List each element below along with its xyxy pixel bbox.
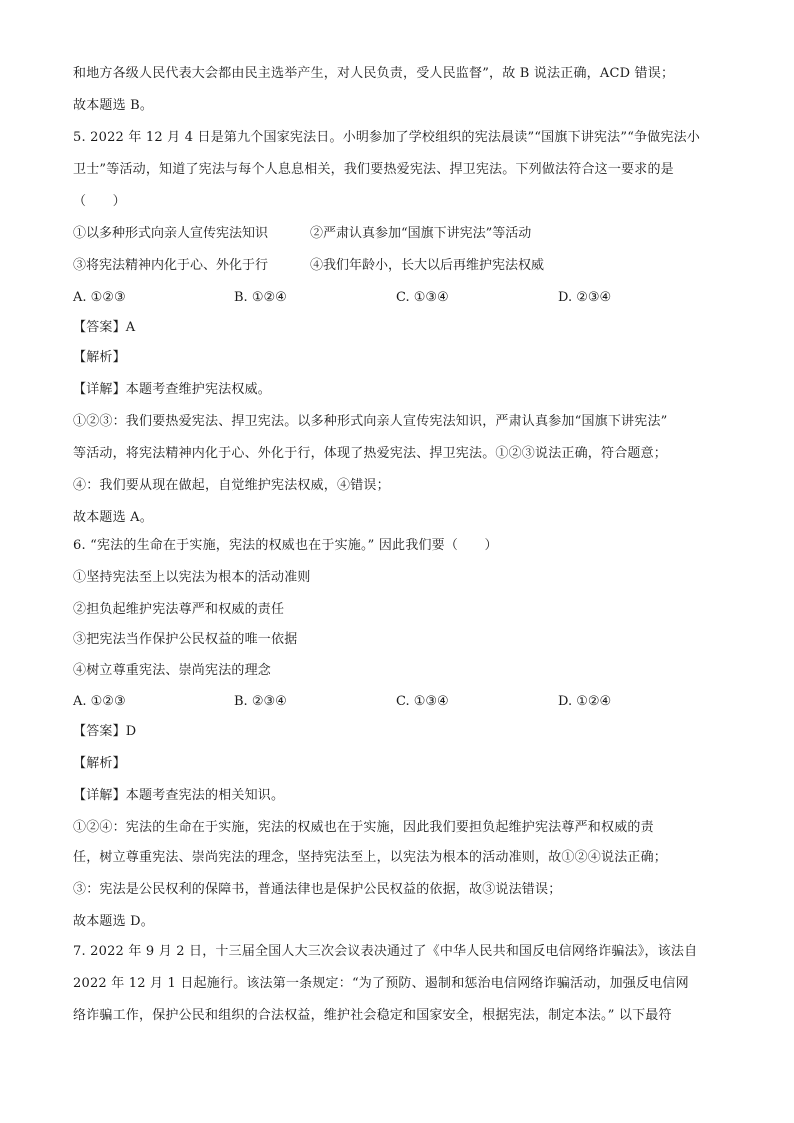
- q6-detail-4: ③：宪法是公民权利的保障书，普通法律也是保护公民权益的依据，故③说法错误；: [73, 882, 562, 897]
- intro-line-2: 故本题选 B。: [73, 98, 154, 113]
- q6-stem: 6. “宪法的生命在于实施，宪法的权威也在于实施。” 因此我们要（ ）: [73, 538, 498, 553]
- q6-detail-5: 故本题选 D。: [73, 914, 154, 929]
- q5-option-d: D. ②③④: [558, 290, 612, 305]
- q5-item-4: ④我们年龄小，长大以后再维护宪法权威: [310, 258, 545, 273]
- q5-detail-2: ①②③：我们要热爱宪法、捍卫宪法。以多种形式向亲人宣传宪法知识，严肃认真参加“国旗下讲宪法”: [73, 414, 668, 429]
- q5-detail-1: 【详解】本题考查维护宪法权威。: [73, 382, 272, 397]
- q6-detail-3: 任，树立尊重宪法、崇尚宪法的理念，坚持宪法至上，以宪法为根本的活动准则，故①②④说法正确；: [73, 850, 668, 865]
- q6-analysis-label: 【解析】: [73, 756, 126, 771]
- q6-option-c: C. ①③④: [396, 694, 449, 709]
- q5-stem-line-1: 5. 2022 年 12 月 4 日是第九个国家宪法日。小明参加了学校组织的宪法晨读”“国旗下讲宪法”“争做宪法小: [73, 130, 701, 145]
- q7-stem-line-2: 2022 年 12 月 1 日起施行。该法第一条规定：“为了预防、遏制和惩治电信网络诈骗活动，加强反电信网: [73, 976, 689, 991]
- q6-answer: 【答案】D: [73, 724, 137, 739]
- q7-stem-line-1: 7. 2022 年 9 月 2 日，十三届全国人大三次会议表决通过了《中华人民共和国反电信网络诈骗法》，该法自: [73, 944, 698, 959]
- q5-option-b: B. ①②④: [234, 290, 287, 305]
- q5-answer: 【答案】A: [73, 320, 136, 335]
- q5-detail-4: ④：我们要从现在做起，自觉维护宪法权威，④错误；: [73, 478, 390, 493]
- q7-stem-line-3: 络诈骗工作，保护公民和组织的合法权益，维护社会稳定和国家安全，根据宪法，制定本法。” 以下最符: [73, 1008, 672, 1023]
- q6-option-a: A. ①②③: [73, 694, 126, 709]
- q5-stem-line-3: （ ）: [73, 194, 126, 209]
- intro-line-1: 和地方各级人民代表大会都由民主选举产生，对人民负责，受人民监督”，故 B 说法正确，ACD 错误；: [73, 66, 675, 81]
- q5-item-2: ②严肃认真参加“国旗下讲宪法”等活动: [310, 226, 532, 241]
- q6-item-4: ④树立尊重宪法、崇尚宪法的理念: [73, 663, 272, 678]
- q5-item-1: ①以多种形式向亲人宣传宪法知识: [73, 226, 269, 241]
- q5-option-c: C. ①③④: [396, 290, 449, 305]
- q6-item-1: ①坚持宪法至上以宪法为根本的活动准则: [73, 570, 311, 585]
- q5-detail-3: 等活动，将宪法精神内化于心、外化于行，体现了热爱宪法、捍卫宪法。①②③说法正确，符合题意；: [73, 446, 668, 461]
- q5-analysis-label: 【解析】: [73, 350, 126, 365]
- q5-item-3: ③将宪法精神内化于心、外化于行: [73, 258, 269, 273]
- q5-option-a: A. ①②③: [73, 290, 126, 305]
- q6-item-3: ③把宪法当作保护公民权益的唯一依据: [73, 632, 298, 647]
- q6-item-2: ②担负起维护宪法尊严和权威的责任: [73, 602, 285, 617]
- q6-option-b: B. ②③④: [234, 694, 287, 709]
- q5-stem-line-2: 卫士”等活动，知道了宪法与每个人息息相关，我们要热爱宪法、捍卫宪法。下列做法符合这一要求的是: [73, 162, 674, 177]
- q6-option-d: D. ①②④: [558, 694, 612, 709]
- q6-detail-1: 【详解】本题考查宪法的相关知识。: [73, 788, 285, 803]
- q6-detail-2: ①②④：宪法的生命在于实施，宪法的权威也在于实施，因此我们要担负起维护宪法尊严和权威的责: [73, 820, 654, 835]
- q5-detail-5: 故本题选 A。: [73, 510, 153, 525]
